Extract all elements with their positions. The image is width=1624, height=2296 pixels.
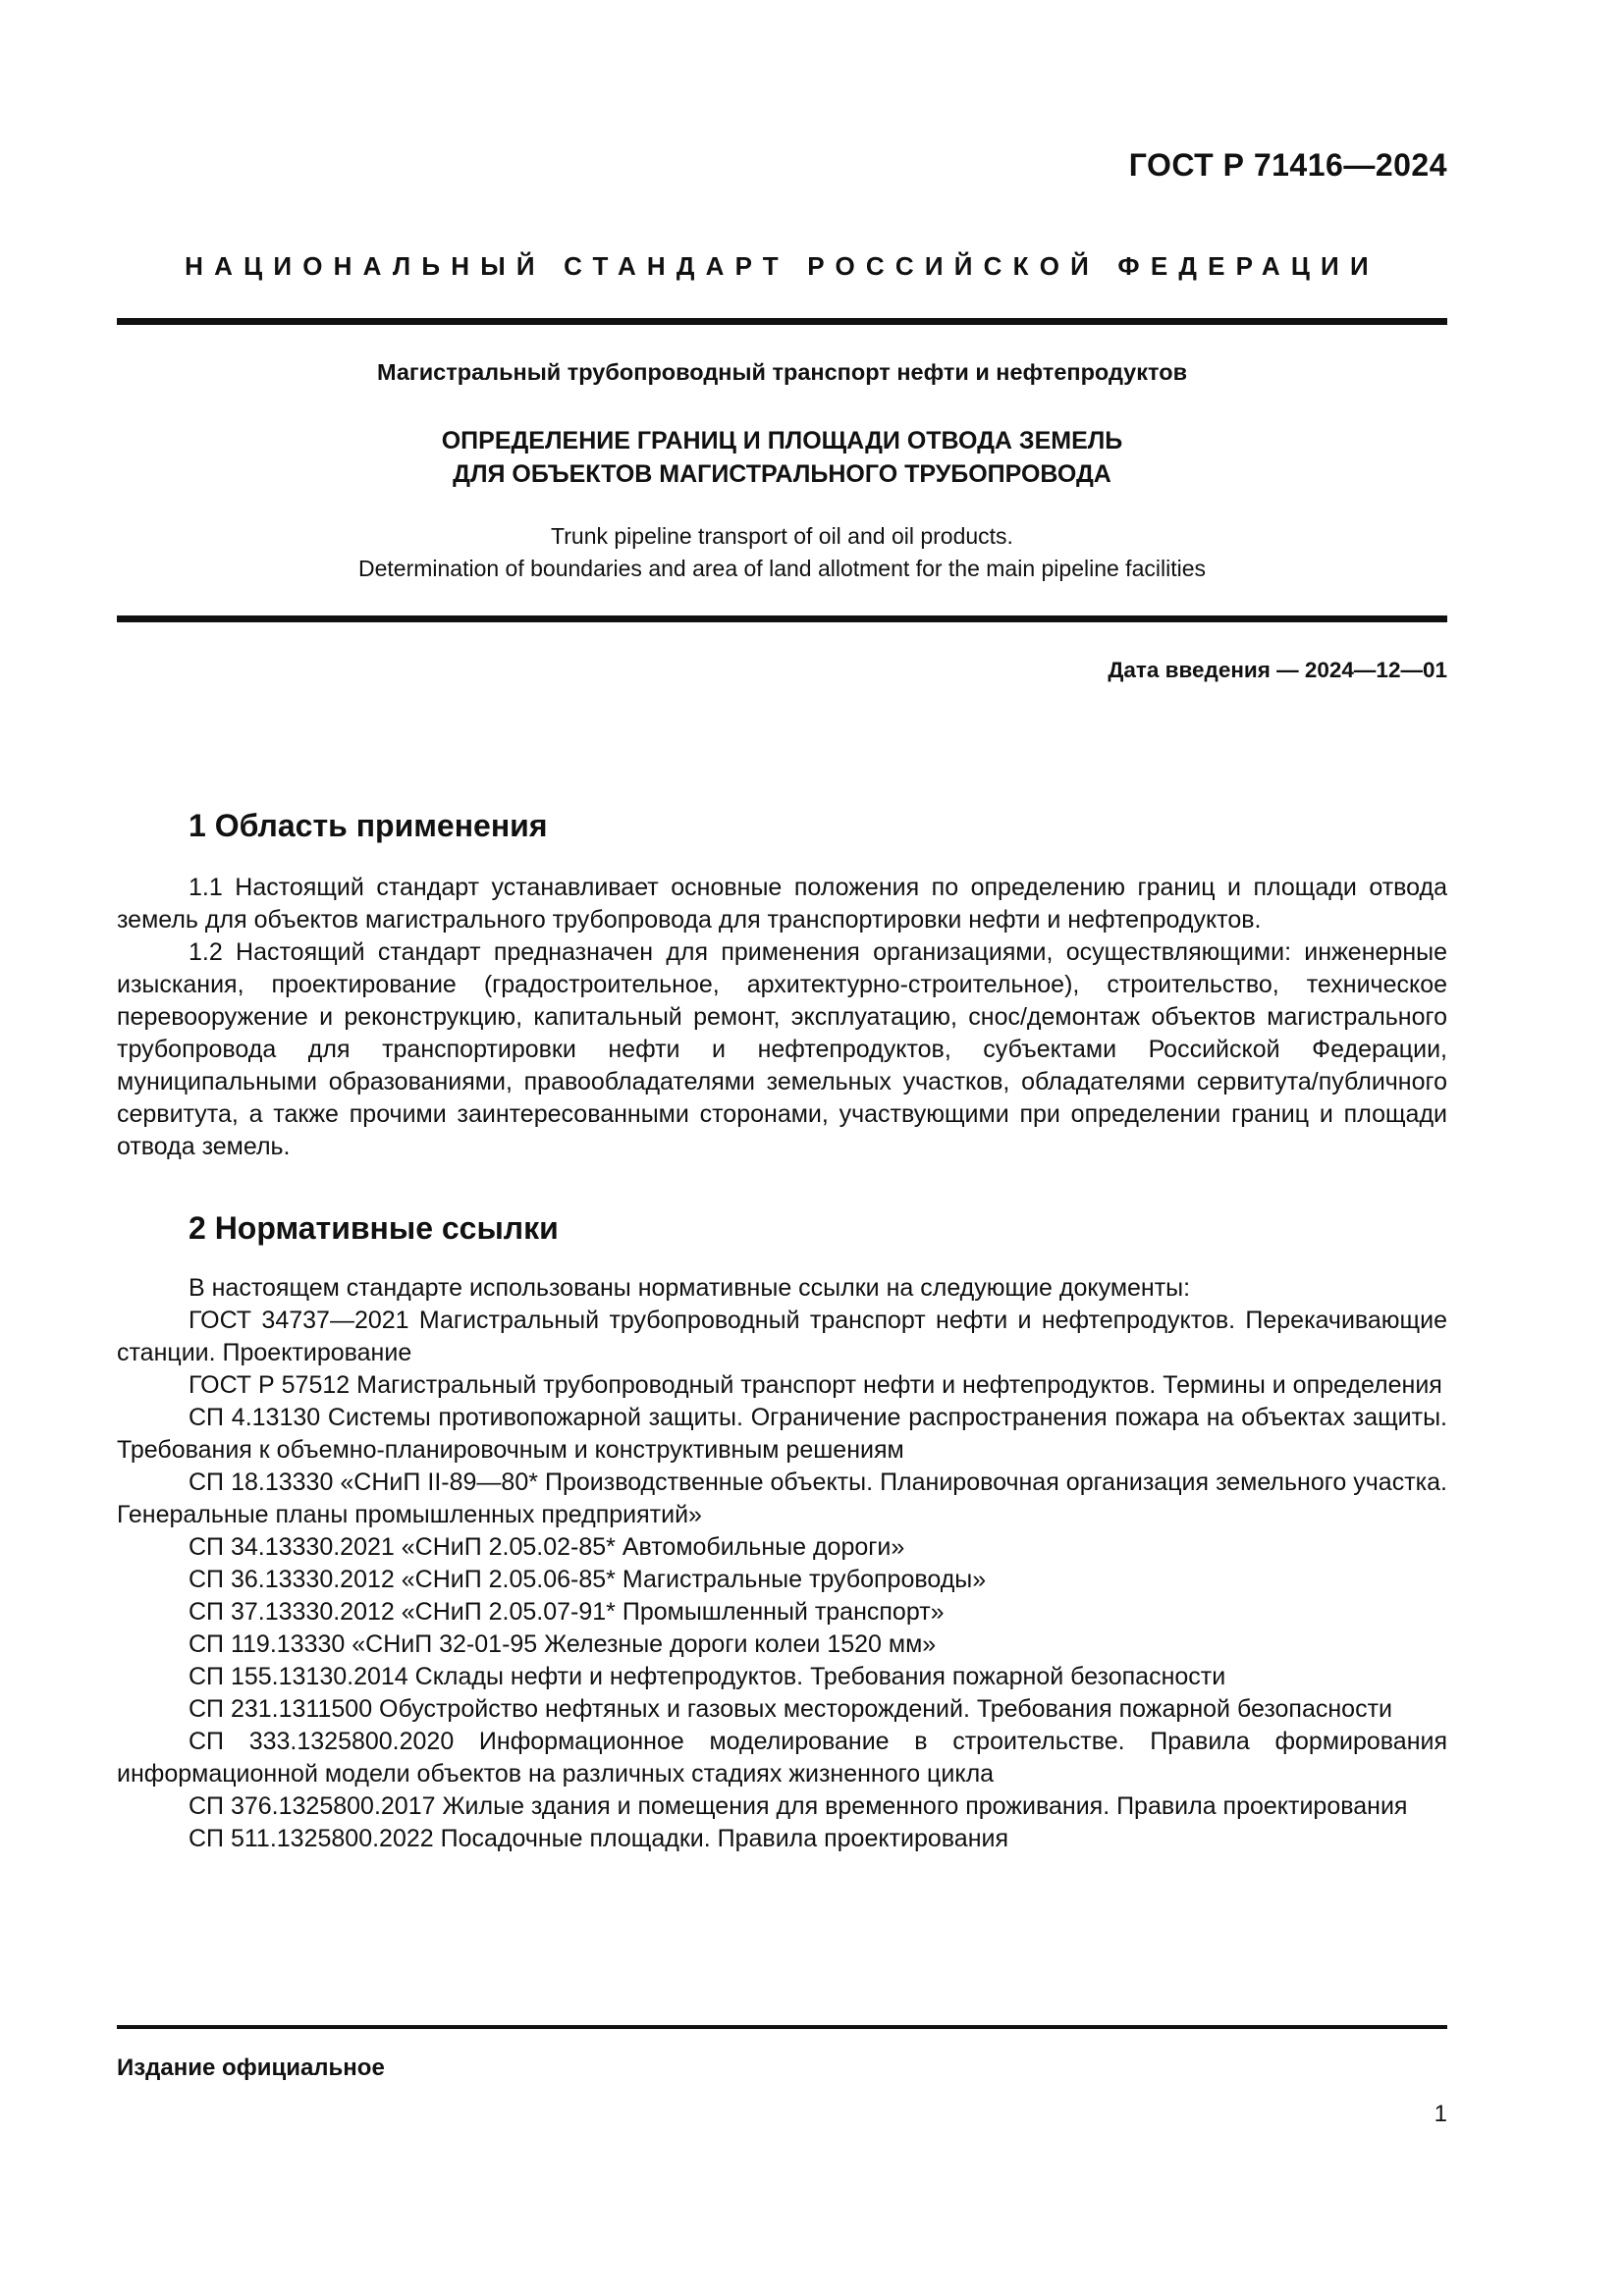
references-intro: В настоящем стандарте использованы нормативные ссылки на следующие документы:	[189, 1274, 1191, 1302]
document-title-en	[117, 520, 1447, 585]
reference-item: СП 119.13330 «СНиП 32-01-95 Железные дороги колеи 1520 мм»	[189, 1630, 937, 1658]
section-2-body	[117, 1272, 1447, 1855]
paragraph-1-2: 1.2 Настоящий стандарт предназначен для применения организациями, осуществляющими: инженерные изыскания, проектирование (градостроительное, архитектурно-строительное), строительство, техническое перевооружение и реконструкцию, капитальный ремонт, эксплуатацию, снос/демонтаж объектов магистрального трубопровода для транспортировки нефти и нефтепродуктов, субъектами Российской Федерации, муниципальными образованиями, правообладателями земельных участков, обладателями сервитута/публичного сервитута, а также прочими заинтересованными сторонами, участвующими при определении границ и площади отвода земель.	[117, 938, 1447, 1160]
reference-item: СП 511.1325800.2022 Посадочные площадки. Правила проектирования	[189, 1825, 1008, 1852]
national-standard-heading: НАЦИОНАЛЬНЫЙ СТАНДАРТ РОССИЙСКОЙ ФЕДЕРАЦИИ	[185, 251, 1380, 281]
document-number: ГОСТ Р 71416—2024	[1128, 147, 1447, 183]
title-ru-line-1: ОПРЕДЕЛЕНИЕ ГРАНИЦ И ПЛОЩАДИ ОТВОДА ЗЕМЕЛЬ	[441, 427, 1123, 454]
reference-item: СП 34.13330.2021 «СНиП 2.05.02-85* Автомобильные дороги»	[189, 1533, 905, 1561]
reference-item: СП 36.13330.2012 «СНиП 2.05.06-85* Магистральные трубопроводы»	[189, 1566, 987, 1593]
reference-item: ГОСТ 34737—2021 Магистральный трубопроводный транспорт нефти и нефтепродуктов. Перекачивающие станции. Проектирование	[117, 1307, 1447, 1366]
title-en-line-1: Trunk pipeline transport of oil and oil products.	[551, 523, 1013, 549]
reference-item: СП 376.1325800.2017 Жилые здания и помещения для временного проживания. Правила проектирования	[189, 1792, 1408, 1820]
top-divider	[117, 318, 1447, 325]
title-en-line-2: Determination of boundaries and area of land allotment for the main pipeline facilities	[357, 556, 1206, 581]
reference-item: СП 4.13130 Системы противопожарной защиты. Ограничение распространения пожара на объектах защиты. Требования к объемно-планировочным и конструктивным решениям	[117, 1404, 1447, 1464]
introduction-date: Дата введения — 2024—12—01	[1108, 658, 1447, 682]
reference-item: СП 37.13330.2012 «СНиП 2.05.07-91* Промышленный транспорт»	[189, 1598, 945, 1626]
reference-item: СП 155.13130.2014 Склады нефти и нефтепродуктов. Требования пожарной безопасности	[189, 1663, 1226, 1690]
official-edition-label: Издание официальное	[117, 2055, 385, 2081]
section-1-heading: 1 Область применения	[189, 808, 548, 843]
section-2-heading: 2 Нормативные ссылки	[189, 1210, 559, 1246]
footer-divider	[117, 2025, 1447, 2029]
title-ru-line-2: ДЛЯ ОБЪЕКТОВ МАГИСТРАЛЬНОГО ТРУБОПРОВОДА	[453, 460, 1111, 488]
title-divider	[117, 615, 1447, 622]
reference-item: СП 231.1311500 Обустройство нефтяных и газовых месторождений. Требования пожарной безопасности	[189, 1695, 1392, 1723]
reference-item: ГОСТ Р 57512 Магистральный трубопроводный транспорт нефти и нефтепродуктов. Термины и определения	[189, 1371, 1442, 1399]
reference-item: СП 333.1325800.2020 Информационное моделирование в строительстве. Правила формирования информационной модели объектов на различных стадиях жизненного цикла	[117, 1728, 1447, 1788]
page-number: 1	[1434, 2101, 1447, 2127]
reference-item: СП 18.13330 «СНиП II-89—80* Производственные объекты. Планировочная организация земельного участка. Генеральные планы промышленных предприятий»	[117, 1468, 1447, 1528]
document-title-ru	[117, 424, 1447, 491]
subject-line: Магистральный трубопроводный транспорт нефти и нефтепродуктов	[376, 359, 1188, 385]
paragraph-1-1: 1.1 Настоящий стандарт устанавливает основные положения по определению границ и площади отвода земель для объектов магистрального трубопровода для транспортировки нефти и нефтепродуктов.	[117, 874, 1447, 934]
section-1-body	[117, 872, 1447, 1163]
